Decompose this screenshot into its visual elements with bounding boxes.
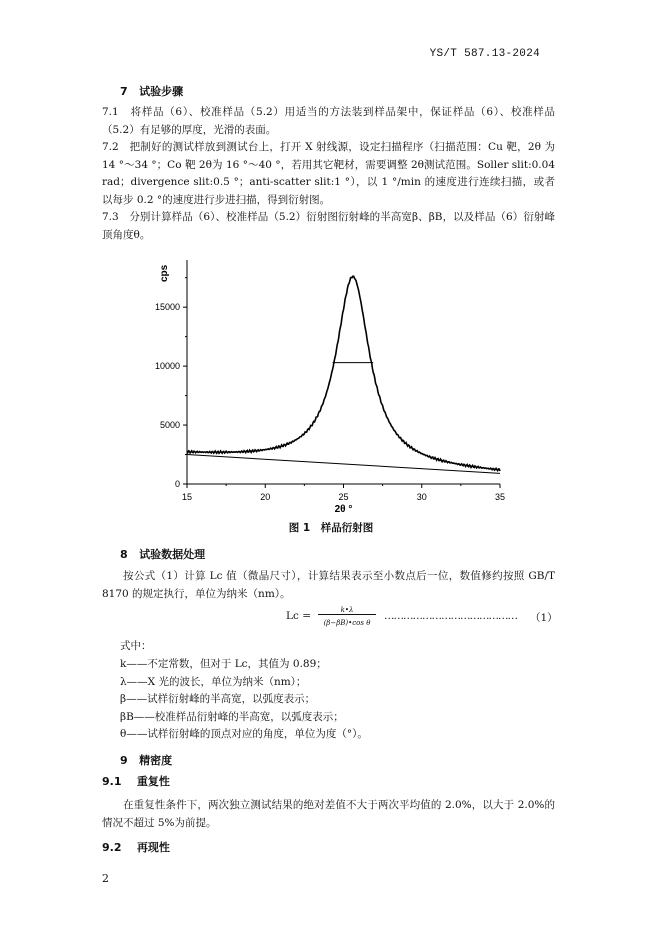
section-number: 9.1 (102, 775, 122, 788)
formula-numerator: k•λ (318, 606, 376, 615)
x-axis-label: 2θ ° (334, 504, 353, 515)
definition-item: λ——X 光的波长，单位为纳米（nm）； (120, 675, 307, 688)
section-number: 9 (120, 754, 128, 767)
formula-lhs: Lc = (286, 610, 311, 622)
formula-number: （1） (530, 612, 558, 624)
para-7-3: 7.3 分别计算样品（6）、校准样品（5.2）衍射图衍射峰的半高宽β、βB，以及样品（6）衍射峰顶角度θ。 (102, 211, 555, 241)
section-title: 试验数据处理 (139, 548, 206, 561)
formula-leader-dots: …………………………………… (384, 610, 517, 622)
x-tick-label: 20 (260, 492, 271, 502)
y-tick-label: 5000 (159, 420, 180, 431)
x-tick-label: 35 (494, 492, 506, 502)
section-title: 重复性 (136, 775, 170, 788)
y-tick-label: 10000 (154, 361, 180, 372)
section-9-heading (120, 752, 172, 768)
definition-item: βB——校准样品衍射峰的半高宽，以弧度表示； (120, 710, 344, 723)
y-tick-label: 0 (174, 479, 180, 489)
section-title: 再现性 (136, 841, 170, 854)
para-7-1: 7.1 将样品（6）、校准样品（5.2）用适当的方法装到样品架中，保证样品（6）、校准样品（5.2）有足够的厚度，光滑的表面。 (102, 106, 555, 136)
section-9-2-heading (102, 839, 170, 855)
definition-item: θ——试样衍射峰的顶点对应的角度，单位为度（°）。 (120, 728, 368, 740)
section-9-1-heading (102, 773, 170, 789)
y-tick-label: 15000 (154, 302, 180, 313)
section-8-heading (120, 546, 205, 562)
section-title: 精密度 (139, 754, 173, 767)
standard-code: YS/T 587.13-2024 (429, 48, 540, 60)
definition-item: β——试样衍射峰的半高宽，以弧度表示； (120, 693, 316, 705)
page-number: 2 (102, 872, 109, 885)
section-title: 试验步骤 (139, 85, 184, 98)
x-tick-label: 15 (181, 492, 193, 502)
para-8-intro: 按公式（1）计算 Lc 值（微晶尺寸），计算结果表示至小数点后一位，数值修约按照 GB/T 8170 的规定执行，单位为纳米（nm）。 (102, 570, 555, 600)
formula-denominator: (β−βB)•cos θ (323, 619, 371, 627)
section-number: 9.2 (102, 841, 122, 854)
y-axis-label: cps (159, 264, 170, 282)
diffraction-chart (150, 250, 520, 520)
definition-list (120, 656, 368, 744)
where-label: 式中： (120, 640, 152, 652)
para-7-2: 7.2 把制好的测试样放到测试台上，打开 X 射线源，设定扫描程序（扫描范围：Cu 靶，2θ 为 14 °～34 °；Co 靶 2θ为 16 °～40 °，若用其它靶材，需要调整 2θ测试范围。Soller slit:0.04 rad；divergence slit:0.5 °；anti-scatter slit:1 °），以 1 °/min 的速度进行连续扫描，或者以每步 0.2 °的速度进行步进扫描，得到衍射图。 (102, 141, 555, 206)
x-tick-label: 30 (416, 492, 427, 502)
section-number: 7 (120, 85, 128, 98)
figure-caption: 图 1 样品衍射图 (288, 522, 374, 534)
x-tick-label: 25 (338, 492, 349, 502)
definition-item: k——不定常数，但对于 Lc，其值为 0.89； (120, 658, 327, 670)
diffraction-curve (187, 276, 500, 471)
section-number: 8 (120, 548, 128, 561)
section-7-heading (120, 83, 183, 99)
para-9-1: 在重复性条件下，两次独立测试结果的绝对差值不大于两次平均值的 2.0%，以大于 2.0%的情况不超过 5%为前提。 (102, 799, 555, 829)
